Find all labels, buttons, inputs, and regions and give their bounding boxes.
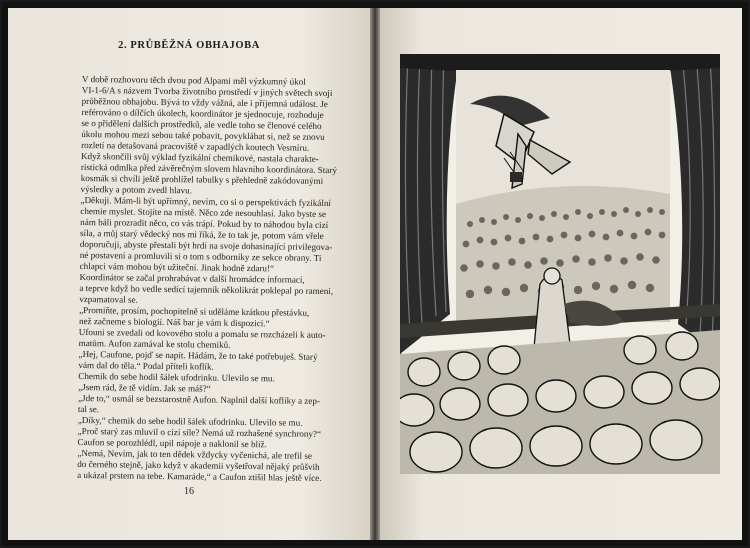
left-page bbox=[8, 8, 370, 540]
text-line: reférováno o dílčích úkolech, koordinátor je sjednocuje, rozhoduje bbox=[81, 106, 324, 120]
text-line: V době rozhovoru těch dvou pod Alpami měl výzkumný úkol bbox=[81, 74, 306, 87]
text-line: síla, a můj starý vědecký nos mi říká, že to tak je, potom vám vřele bbox=[79, 227, 324, 241]
front-audience bbox=[400, 330, 720, 474]
text-line: nám báli prozradit něco, co vás trápí. Pokud by to náhodou byla cizí bbox=[80, 216, 329, 231]
text-line: Chemik do sebe hodil šálek ufodrinku. Ulevilo se mu. bbox=[78, 370, 275, 384]
book-gutter bbox=[370, 8, 380, 540]
body-text bbox=[77, 74, 364, 484]
text-line: než začneme s biologií. Náš bar je vám k dispozici.“ bbox=[78, 315, 270, 329]
text-line: kosmák si chvíli ještě prohlížel tabulky s přehledně zakódovanými bbox=[80, 172, 324, 186]
text-line: „Proč starý zas mluvil o cizí síle? Nemá už rozhašené synchrony?“ bbox=[77, 425, 322, 439]
text-line: „Jde to,“ usmál se bezstarostně Aufon. Naplnil další koflíky a zep- bbox=[77, 392, 321, 406]
text-line: se o přidělení dalších prostředků, ale vedle toho se členové celého bbox=[81, 117, 322, 131]
text-line: „Nemá, Nevím, jak to ten dědek vždycky vyčenichá, ale trefil se bbox=[77, 447, 312, 461]
text-line: chlapci vám mohou být užiteční. Jinak hodně zdaru!“ bbox=[79, 260, 275, 274]
text-line: matům. Aufon zamával ke stolu chemiků. bbox=[78, 337, 231, 350]
text-line: Ufouni se zvedali od kovového stolu a pomalu se rozcházeli k auto- bbox=[78, 326, 326, 340]
text-line: tal se. bbox=[77, 403, 100, 415]
text-line: „Děkuji. Mám-li být upřímný, nevím, co si o perspektivách fyzikální bbox=[80, 194, 332, 209]
text-line: „Jsem rád, že tě vidím. Jak se máš?“ bbox=[78, 381, 211, 394]
illustration-image bbox=[400, 54, 720, 474]
right-page bbox=[380, 8, 742, 540]
text-line: vám dal do těla.“ Podal příteli koflík. bbox=[78, 359, 214, 372]
text-line: rozletí na detašovaná pracoviště v zapadlých koutech Vesmíru. bbox=[81, 139, 310, 153]
chapter-title: 2. PRŮBĚŽNÁ OBHAJOBA bbox=[118, 40, 260, 51]
text-line: doporučuji, abyste přestali být hrdí na svoje dohasinající privilegova- bbox=[79, 238, 333, 253]
text-line: úkolu mohou mezi sebou také pobavit, povyklábat si, než se znovu bbox=[81, 128, 325, 142]
text-line: Když skončili svůj výklad fyzikální chemikové, nastala charakte- bbox=[80, 150, 319, 164]
text-line: a ukázal prstem na tebe. Kamaráde,“ a Caufon ztišil hlas ještě více. bbox=[77, 469, 322, 483]
text-line: Caufon se porozhlédl, upil nápoje a naklonil se blíž. bbox=[77, 436, 267, 450]
text-line: „Promiňte, prosím, pochopitelně si uděláme krátkou přestávku, bbox=[79, 304, 310, 318]
text-line: do černého stejně, jako když v akademii vyšetřoval nějaký průšvih bbox=[77, 458, 320, 472]
text-line: ristická odmlka před závěrečným slovem hlavního koordinátora. Starý bbox=[80, 161, 337, 176]
text-line: chemie myslet. Stojíte na místě. Něco zde nesouhlasí. Jako byste se bbox=[80, 205, 327, 219]
text-line: VI-1-6/A s názvem Tvorba životního prostředí v jiných světech svoji bbox=[81, 84, 333, 99]
text-line: výsledky a potom zvedl hlavu. bbox=[80, 183, 193, 196]
text-line: Koordinátor se začal prohrabávat v další hromádce informací, bbox=[79, 271, 305, 285]
text-line: průběžnou obhajobu. Bývá to vždy vážná, ale i příjemná událost. Je bbox=[81, 95, 328, 110]
book-spread bbox=[2, 2, 748, 546]
text-line: „Díky,“ chemik do sebe hodil šálek ufodrinku. Ulevilo se mu. bbox=[77, 414, 303, 428]
text-line: „Hej, Caufone, pojď se napít. Hádám, že to také potřebuješ. Starý bbox=[78, 348, 318, 362]
text-line: né postavení a promluvili si o tom s odborníky ze sekce obrany. Ti bbox=[79, 249, 322, 263]
text-line: vzpamatoval se. bbox=[79, 293, 138, 305]
page-number: 16 bbox=[184, 486, 194, 497]
text-line: a teprve když ho vedle sedící tajemník několikrát poklepal po rameni, bbox=[79, 282, 334, 297]
